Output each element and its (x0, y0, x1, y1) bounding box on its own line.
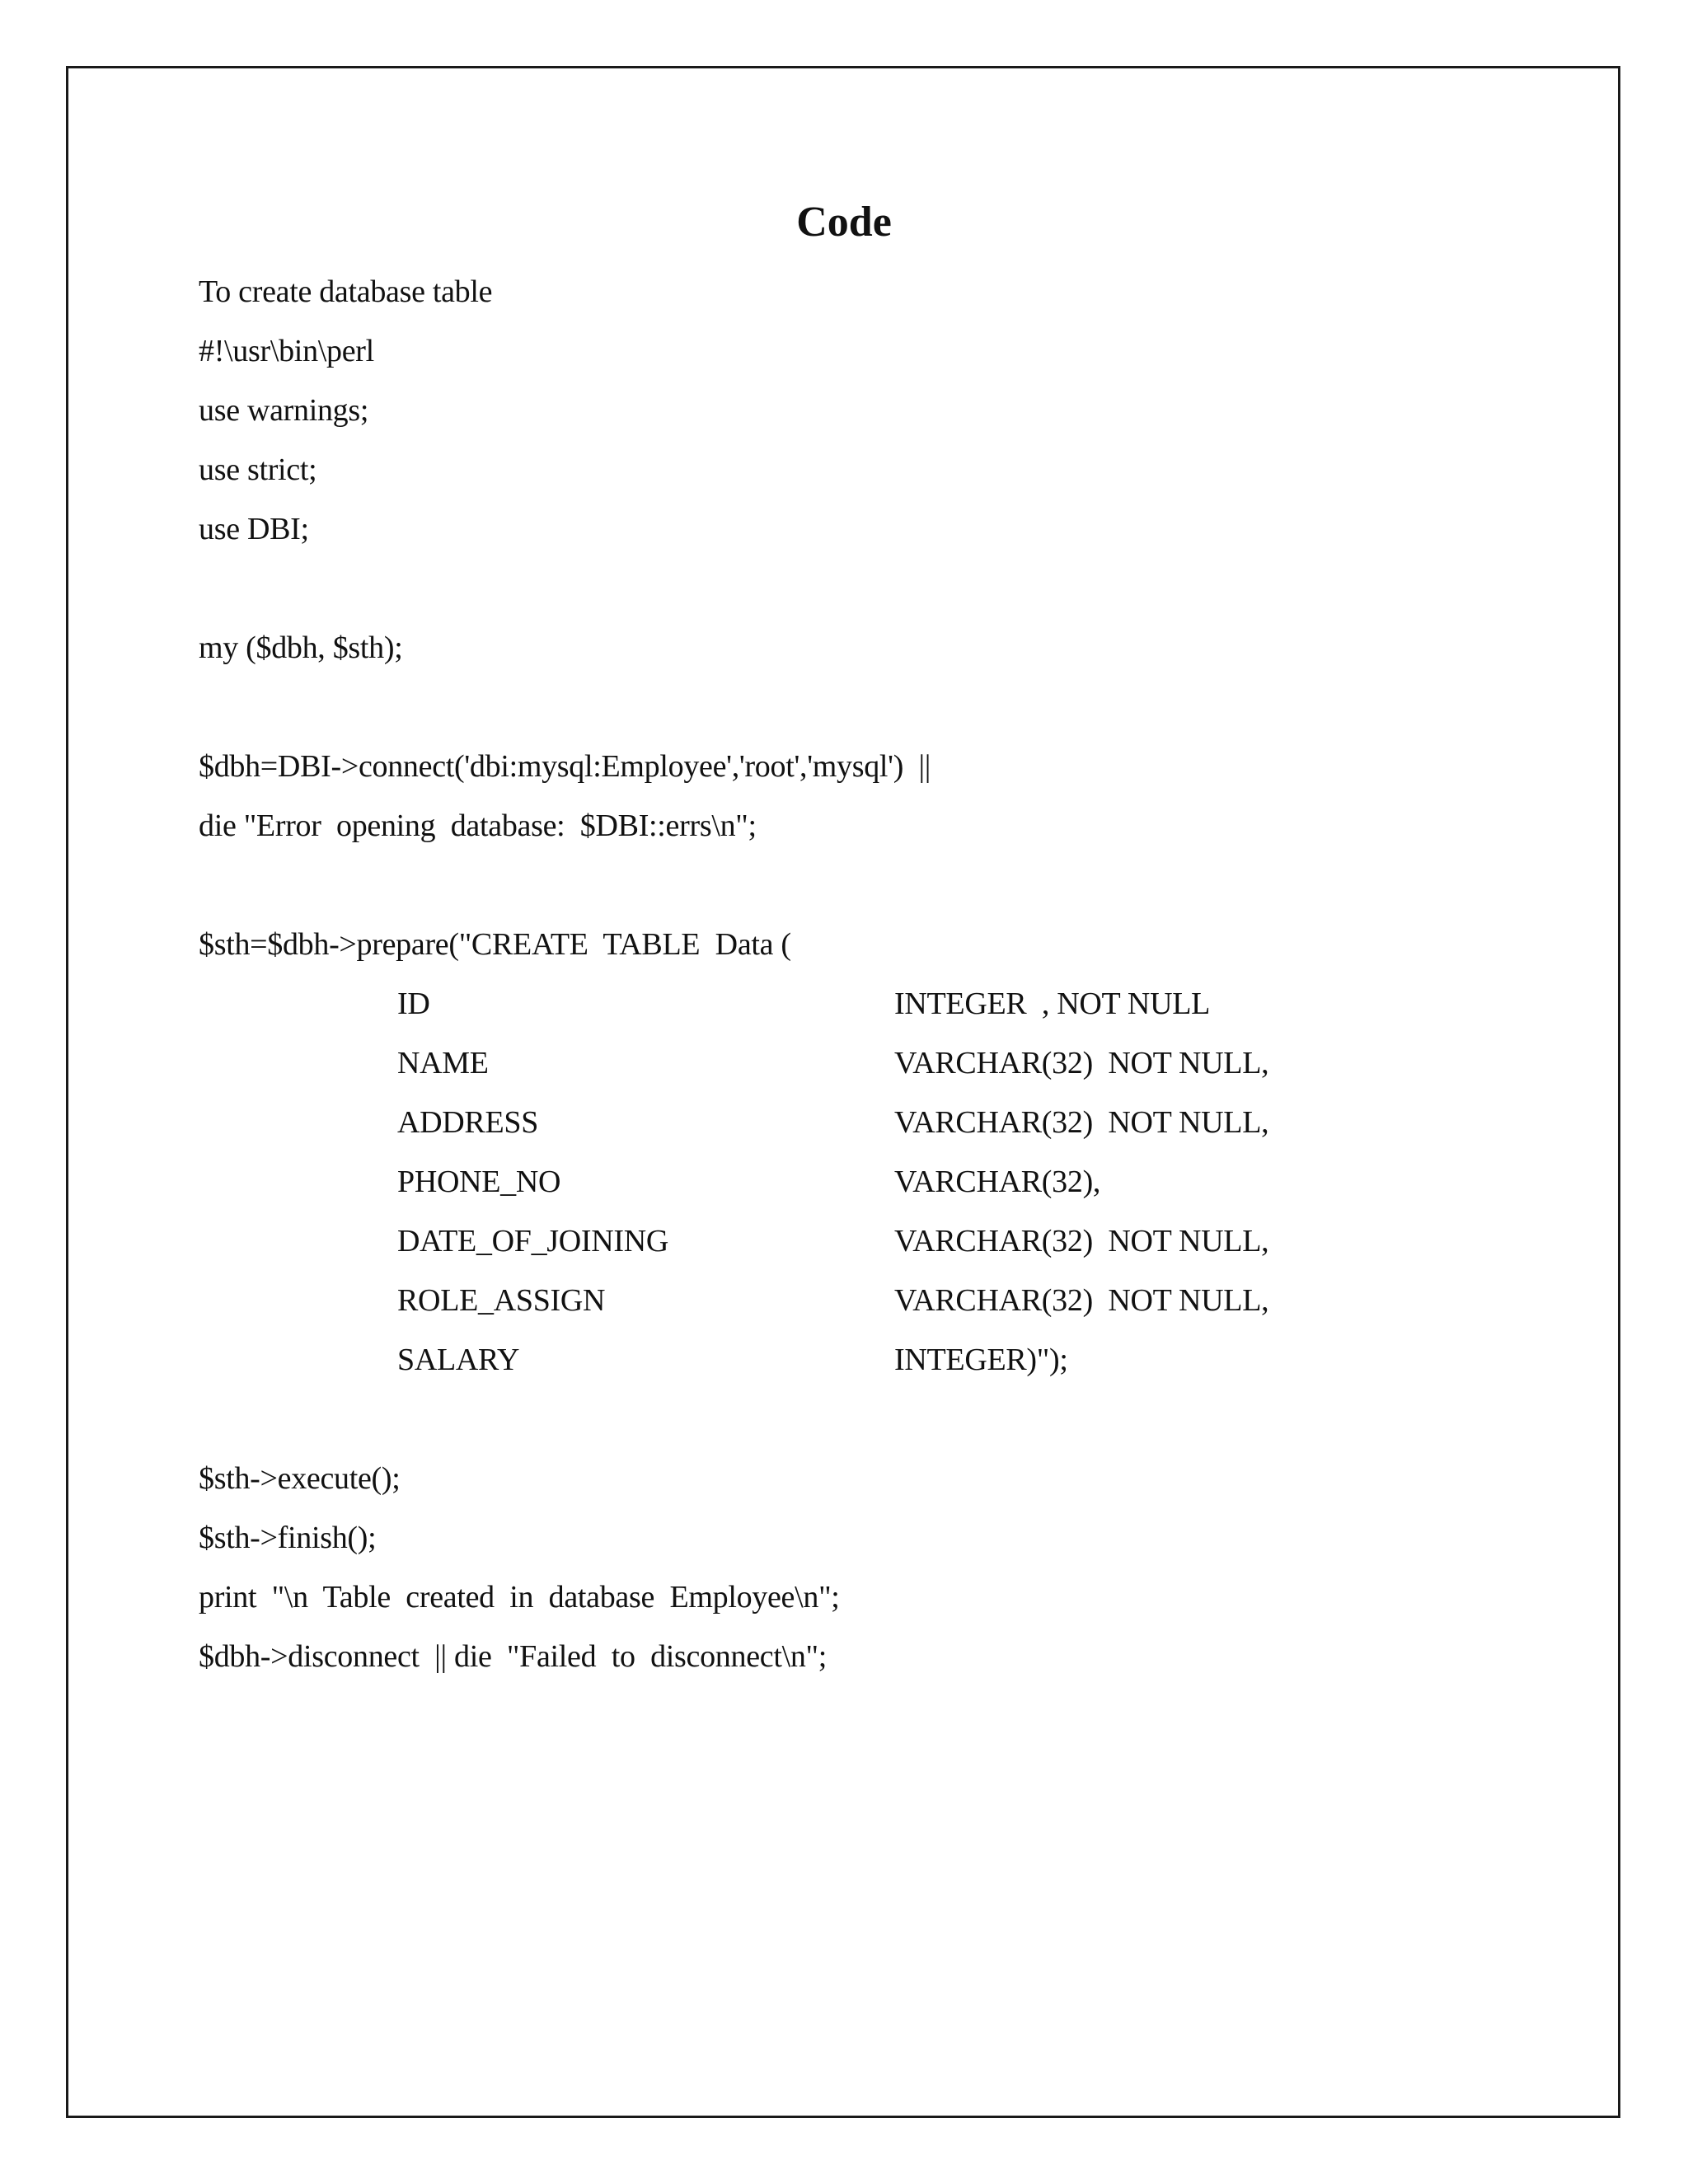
code-line-execute: $sth->execute(); (199, 1461, 401, 1496)
column-name: DATE_OF_JOINING (397, 1224, 669, 1258)
column-type: VARCHAR(32) NOT NULL, (894, 1105, 1269, 1140)
code-line-connect: $dbh=DBI->connect('dbi:mysql:Employee','root','mysql') || (199, 749, 931, 784)
column-name: SALARY (397, 1343, 520, 1377)
column-name: PHONE_NO (397, 1165, 561, 1199)
column-name: ADDRESS (397, 1105, 539, 1140)
code-line-die-open: die "Error opening database: $DBI::errs\n"; (199, 808, 757, 843)
column-type: VARCHAR(32) NOT NULL, (894, 1283, 1269, 1318)
code-line-shebang: #!\usr\bin\perl (199, 334, 374, 368)
code-line-use-strict: use strict; (199, 452, 317, 487)
code-line-finish: $sth->finish(); (199, 1521, 377, 1555)
column-type: INTEGER , NOT NULL (894, 987, 1211, 1021)
column-type: INTEGER)"); (894, 1343, 1068, 1377)
intro-text: To create database table (199, 274, 493, 309)
column-type: VARCHAR(32), (894, 1165, 1101, 1199)
code-line-use-dbi: use DBI; (199, 512, 309, 546)
column-name: NAME (397, 1046, 489, 1080)
column-name: ID (397, 987, 430, 1021)
column-name: ROLE_ASSIGN (397, 1283, 606, 1318)
code-line-my-decl: my ($dbh, $sth); (199, 630, 403, 665)
page-title: Code (796, 199, 892, 246)
code-line-disconnect: $dbh->disconnect || die "Failed to disconnect\n"; (199, 1639, 828, 1674)
page-border (66, 66, 1620, 2118)
code-line-print: print "\n Table created in database Employee\n"; (199, 1580, 840, 1615)
column-type: VARCHAR(32) NOT NULL, (894, 1224, 1269, 1258)
code-line-use-warnings: use warnings; (199, 393, 369, 428)
column-type: VARCHAR(32) NOT NULL, (894, 1046, 1269, 1080)
code-line-prepare: $sth=$dbh->prepare("CREATE TABLE Data ( (199, 927, 791, 962)
